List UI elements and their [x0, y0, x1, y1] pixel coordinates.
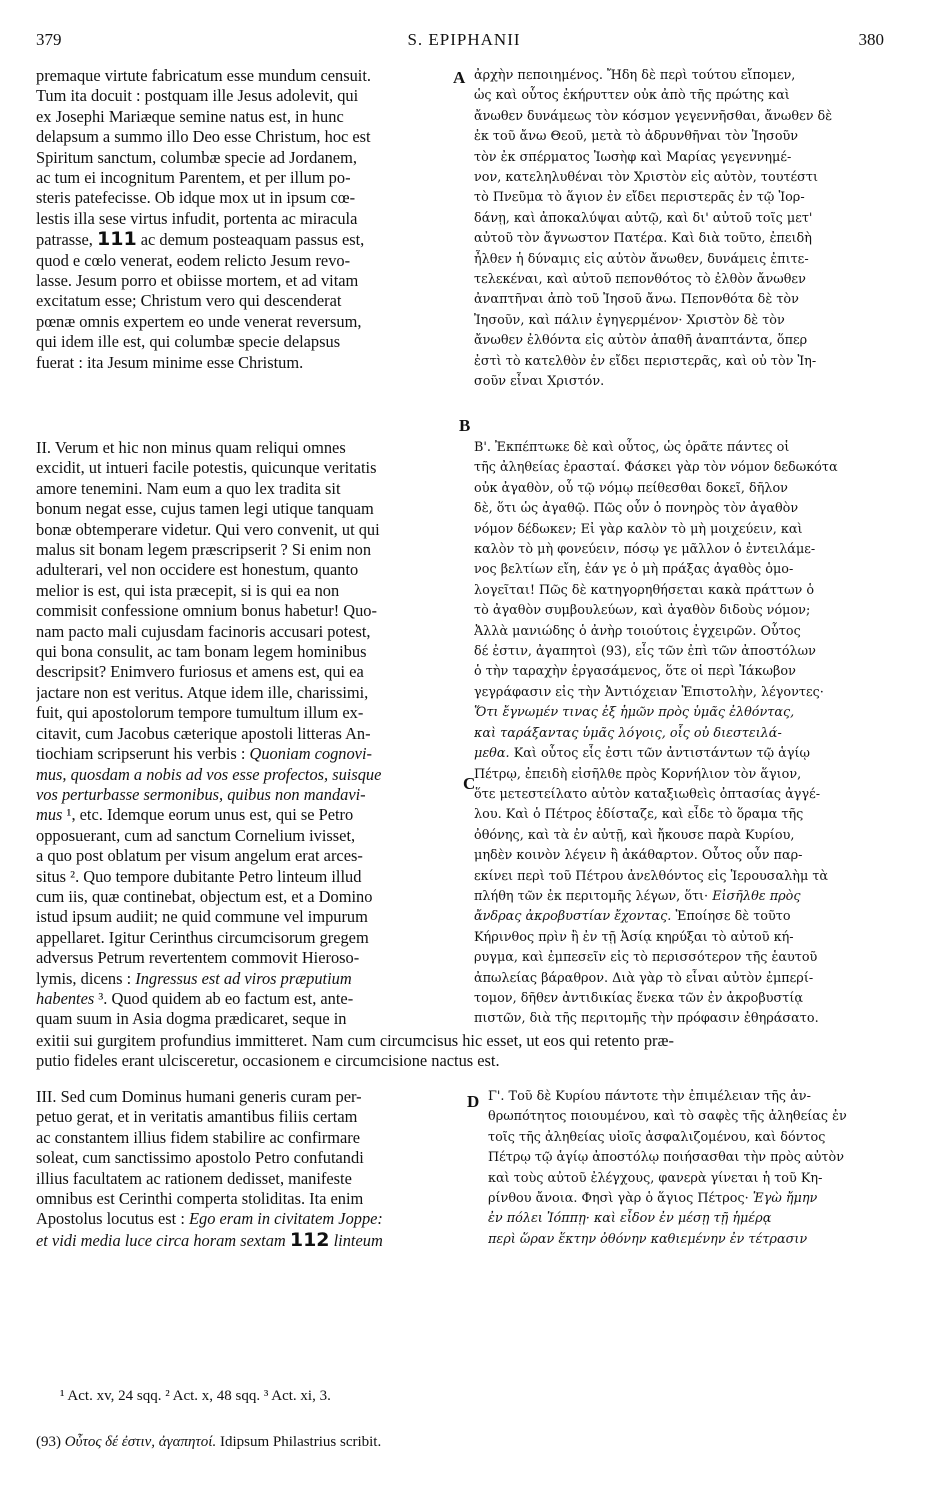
latin-line: quod e cœlo venerat, eodem relicto Jesum revo- — [36, 250, 351, 270]
greek-line: δέ ἐστιν, ἀγαπητοὶ (93), εἷς τῶν ἐπὶ τῶν ἀποστόλων — [474, 644, 816, 660]
column-number-111: 111 — [97, 229, 137, 251]
latin-line — [36, 229, 460, 250]
latin-line: lasse. Jesum porro et obiisse mortem, et ad vitam — [36, 271, 359, 291]
latin-line: pœnæ omnis expertem eo unde venerat reversum, — [36, 311, 362, 331]
greek-line: Β'. Ἐκπέπτωκε δὲ καὶ οὗτος, ὡς ὁρᾶτε πάντες οἱ — [474, 440, 790, 455]
greek-line: Πέτρῳ τῷ ἁγίῳ ἀποστόλῳ ποιήσασθαι τὴν πρὸς αὐτὸν — [488, 1150, 844, 1166]
latin-line: Tum ita docuit : postquam ille Jesus adolevit, qui — [36, 86, 359, 106]
greek-line: γεγράφασιν εἰς τὴν Ἀντιόχειαν Ἐπιστολὴν, λέγοντες· — [474, 684, 824, 700]
latin-line: situs ². Quo tempore dubitante Petro linteum illud — [36, 866, 362, 886]
greek-line: ὀθόνης, καὶ τὰ ἐν αὐτῇ, καὶ ἤκουσε παρὰ Κυρίου, — [474, 827, 795, 843]
latin-line: ac constantem illius fidem stabilire ac confirmare — [36, 1127, 361, 1147]
latin-line: steris patefecisse. Ob idque mox ut in ipsum cœ- — [36, 188, 356, 208]
greek-line: Ἰησοῦν, καὶ πάλιν ἐγηγερμένον· Χριστὸν δὲ τὸν — [474, 312, 785, 328]
latin-line: commisit confessione omnium bonus habetur! Quo- — [36, 601, 377, 621]
greek-line: τὸ ἀγαθὸν συμβουλεύων, καὶ ἀγαθὸν διδοὺς νόμον; — [474, 603, 811, 619]
latin-line: Spiritum sanctum, columbæ specie ad Jordanem, — [36, 147, 357, 167]
full-width-text — [36, 1031, 896, 1072]
latin-line: illius facultatem ac rationem dedisset, manifeste — [36, 1168, 352, 1188]
latin-line — [36, 1230, 460, 1251]
greek-line: ἄνωθεν δυνάμεως τὸν κόσμον γεγεννῆσθαι, ἄνωθεν δὲ — [474, 108, 833, 124]
latin-line: III. Sed cum Dominus humani generis curam per- — [36, 1087, 362, 1106]
latin-line: nam pacto mali cujusdam facinoris accusari potest, — [36, 621, 371, 641]
latin-line: a quo post oblatum per visum angelum erat arces- — [36, 846, 363, 866]
latin-quote: Quoniam cognovi- — [249, 744, 372, 764]
latin-line: ex Josephi Mariæque semine natus est, in hunc — [36, 106, 344, 126]
greek-line: λογεῖται! Πῶς δὲ κατηγορηθήσεται κακὰ πράττων ὁ — [474, 582, 815, 598]
greek-column-section-3 — [488, 1087, 894, 1250]
latin-quote: mus — [36, 805, 63, 825]
page-number-left: 379 — [36, 30, 62, 49]
greek-text: Καὶ οὗτος εἷς ἐστι τῶν ἀντιστάντων τῷ ἁγίῳ — [513, 746, 810, 762]
greek-line — [474, 703, 894, 723]
latin-line — [36, 744, 460, 764]
latin-line: premaque virtute fabricatum esse mundum censuit. — [36, 66, 371, 85]
greek-line: Γ'. Τοῦ δὲ Κυρίου πάντοτε τὴν ἐπιμέλειαν τῆς ἀν- — [488, 1089, 811, 1104]
greek-line — [474, 724, 894, 744]
latin-line — [36, 805, 460, 825]
latin-line — [36, 969, 460, 989]
greek-line: πιστῶν, διὰ τῆς περιτομῆς τὴν πρόφασιν ἐθηράσατο. — [474, 1011, 819, 1027]
greek-line — [474, 744, 894, 764]
latin-line: descripsit? Enimvero furiosus et amens est, qui ea — [36, 662, 364, 682]
latin-text: ac demum posteaquam passus est, — [140, 230, 365, 250]
greek-quote: ἐν πόλει Ἰόππῃ· καὶ εἶδον ἐν μέσῃ τῇ ἡμέρᾳ — [488, 1211, 772, 1227]
greek-line: ἐκ τοῦ ἄνω Θεοῦ, μετὰ τὸ ἁδρυνθῆναι τὸν Ἰησοῦν — [474, 129, 799, 145]
greek-line: νος βελτίων εἴη, ἐάν γε ὁ μὴ πράξας ἀγαθὸς ὁμο- — [474, 562, 794, 578]
latin-column-section-2 — [36, 438, 460, 1030]
greek-line: Πέτρῳ, ἐπειδὴ εἰσῆλθε πρὸς Κορνήλιον τὸν ἅγιον, — [474, 766, 802, 782]
greek-line: θρωπότητος ποιουμένου, καὶ τὸ σαφὲς τῆς ἀληθείας ἐν — [488, 1109, 847, 1125]
greek-line: ἄνωθεν ἐλθόντα εἰς αὐτὸν ἀπαθῆ ἀναπτάντα, ὅπερ — [474, 333, 808, 349]
greek-line: τομον, δῆθεν ἀντιδικίας ἕνεκα τῶν ἐν ἀκροβυστίᾳ — [474, 990, 803, 1006]
note-number: (93) — [36, 1434, 61, 1450]
latin-quote: Ego eram in civitatem Joppe: — [189, 1209, 383, 1229]
latin-line: delapsum a summo illo Deo esse Christum, hoc est — [36, 127, 371, 147]
latin-line: lestis illa sese virtus infudit, portenta ac miracula — [36, 208, 358, 228]
latin-text: tiochiam scripserunt his verbis : — [36, 744, 246, 764]
latin-line: malus sit bonam legem præscripserit ? Si enim non — [36, 540, 372, 560]
latin-text: ¹, etc. Idemque eorum unus est, qui se Petro — [66, 805, 354, 825]
latin-line: ac tum ei incognitum Parentem, et per illum po- — [36, 168, 351, 188]
greek-text: πλήθη τῶν ἐκ περιτομῆς λέγων, ὅτι· — [474, 888, 709, 904]
greek-line: καὶ τοὺς αὐτοῦ ἐλέγχους, φανερὰ γίνεται ἡ τοῦ Κη- — [488, 1170, 823, 1186]
latin-line: omnibus est Cerinthi comperta stoliditas. Ita enim — [36, 1189, 364, 1209]
greek-quote: Εἰσῆλθε πρὸς — [712, 888, 801, 904]
greek-text: Ἐποίησε δὲ τοῦτο — [675, 909, 791, 925]
greek-line — [488, 1189, 894, 1209]
full-line: exitii sui gurgitem profundius immitteret. Nam cum circumcisus hic esset, ut eos qui retento præ- — [36, 1031, 674, 1050]
latin-line: qui idem ille est, qui columbæ specie delapsus — [36, 332, 341, 352]
editorial-note-93 — [36, 1434, 381, 1451]
greek-quote: περὶ ὥραν ἕκτην ὀθόνην καθιεμένην ἐν τέτρασιν — [488, 1231, 808, 1247]
marker-b: B — [459, 416, 471, 435]
greek-line: τῆς ἀληθείας ἐρασταί. Φάσκει γὰρ τὸν νόμον δεδωκότα — [474, 460, 838, 476]
greek-line: αὐτοῦ τὸν ἄγνωστον Πατέρα. Καὶ διὰ τοῦτο, ἐπειδὴ — [474, 231, 812, 247]
latin-line: qui bona consulit, ac tam bonam legem hominibus — [36, 642, 367, 662]
latin-text: patrasse, — [36, 230, 93, 250]
greek-line: καλὸν τὸ μὴ φονεύειν, πόσῳ γε μᾶλλον ὁ ἐντειλάμε- — [474, 542, 816, 558]
greek-line — [474, 907, 894, 927]
latin-column-top — [36, 66, 460, 373]
greek-line: ὅτε μετεστείλατο αὐτὸν καταξιωθεὶς ὀπτασίας ἀγγέ- — [474, 786, 821, 802]
latin-quote: linteum — [333, 1230, 383, 1250]
greek-line: δὲ, ὅτι ὡς ἀγαθῷ. Πῶς οὖν ὁ πονηρὸς τὸν ἀγαθὸν — [474, 501, 799, 517]
greek-quote: καὶ ταράξαντας ὑμᾶς λόγοις, οἷς οὐ διεστειλά- — [474, 725, 782, 741]
latin-quote: Ingressus est ad viros præputium — [135, 968, 352, 988]
greek-line: λου. Καὶ ὁ Πέτρος ἐδίσταζε, καὶ εἶδε τὸ ὅραμα τῆς — [474, 807, 804, 823]
latin-line: fuit, qui apostolorum tempore tumultum illum ex- — [36, 703, 364, 723]
marker-d: D — [467, 1092, 480, 1111]
marker-a: A — [453, 68, 466, 87]
latin-line: excidit, ut intueri facile potestis, quicunque veritatis — [36, 458, 377, 478]
latin-line: soleat, cum sanctissimo apostolo Petro confutandi — [36, 1148, 364, 1168]
greek-line: τὸν ἐκ σπέρματος Ἰωσὴφ καὶ Μαρίας γεγεννημέ- — [474, 149, 792, 165]
greek-line — [474, 887, 894, 907]
latin-line: citavit, cum Jacobus cæterique apostoli litteras An- — [36, 723, 371, 743]
greek-line: ὁ τὴν ταραχὴν ἐργασάμενος, ὅτε οἱ περὶ Ἰάκωβον — [474, 664, 796, 680]
greek-line: ἦλθεν ἡ δύναμις εἰς αὐτὸν ἄνωθεν, δυνάμεις ἐπιτε- — [474, 251, 809, 267]
latin-line: bonæ obtemperare videtur. Qui vero convenit, ut qui — [36, 519, 380, 539]
greek-line: ἀπωλείας βάραθρον. Διὰ γὰρ τὸ εἶναι αὐτὸν ἐμπερί- — [474, 970, 814, 986]
latin-text: lymis, dicens : — [36, 968, 132, 988]
latin-line: excitatum esse; Christum vero qui descenderat — [36, 291, 342, 311]
latin-line: petuo gerat, et in veritatis amantibus filiis certam — [36, 1107, 358, 1127]
full-line: putio fideles erant ulcisceretur, occasionem e circumcisione nactus est. — [36, 1051, 500, 1071]
greek-line: τοῖς τῆς ἀληθείας υἱοῖς ἀσφαλιζομένου, καὶ δόντος — [488, 1129, 826, 1145]
note-latin: Idipsum Philastrius scribit. — [219, 1434, 382, 1450]
greek-line: ὡς καὶ οὗτος ἐκήρυττεν οὐκ ἀπὸ τῆς πρώτης καὶ — [474, 88, 790, 104]
greek-line: ἀρχὴν πεποιημένος. Ἤδη δὲ περὶ τούτου εἴπομεν, — [474, 68, 796, 83]
latin-quote: vos perturbasse sermonibus, quibus non mandavi- — [36, 784, 366, 804]
greek-line: οὐκ ἀγαθὸν, οὗ τῷ νόμῳ πείθεσθαι δοκεῖ, δῆλον — [474, 480, 788, 496]
latin-line: quam suum in Asia dogma prædicaret, seque in — [36, 1009, 347, 1029]
marker-c: C — [463, 774, 476, 793]
latin-line: amore tenemini. Nam eum a quo lex tradita sit — [36, 478, 341, 498]
page-number-right: 380 — [858, 30, 884, 49]
greek-quote: μεθα. — [474, 746, 510, 762]
column-number-112: 112 — [289, 1229, 330, 1251]
latin-line: melior is est, qui ista præcepit, si is qui ea non — [36, 580, 340, 600]
greek-line: ρυγμα, καὶ ἐμπεσεῖν εἰς τὸ περισσότερον τῆς ἑαυτοῦ — [474, 950, 818, 966]
latin-line: opposuerant, cum ad sanctum Cornelium ivisset, — [36, 825, 356, 845]
greek-line: νόμον δέδωκεν; Εἰ γὰρ καλὸν τὸ μὴ μοιχεύειν, καὶ — [474, 521, 803, 537]
latin-line — [36, 785, 460, 805]
latin-line: jactare non est veritus. Atque idem ille, charissimi, — [36, 682, 369, 702]
latin-line — [36, 1209, 460, 1229]
page-header — [0, 30, 928, 54]
greek-quote: Ὅτι ἔγνωμέν τινας ἐξ ἡμῶν πρὸς ὑμᾶς ἐλθόντας, — [474, 705, 795, 721]
greek-line: τελεκέναι, καὶ αὐτοῦ πεπονθότος τὸ ἐλθὸν ἄνωθεν — [474, 272, 806, 288]
latin-line: cum iis, quæ continebat, objectum est, et a Domino — [36, 886, 373, 906]
greek-quote: ἄνδρας ἀκροβυστίαν ἔχοντας. — [474, 909, 672, 925]
greek-text: ρίνθου ἄνοια. Φησὶ γὰρ ὁ ἅγιος Πέτρος· — [488, 1191, 749, 1207]
latin-line: II. Verum et hic non minus quam reliqui omnes — [36, 438, 346, 457]
greek-line: τὸ Πνεῦμα τὸ ἅγιον ἐν εἴδει περιστερᾶς ἐν τῷ Ἰορ- — [474, 190, 805, 206]
scripture-references: ¹ Act. xv, 24 sqq. ² Act. x, 48 sqq. ³ Act. xi, 3. — [60, 1388, 331, 1404]
greek-column-section-2 — [474, 438, 894, 1030]
greek-line: σοῦν εἶναι Χριστόν. — [474, 374, 605, 390]
latin-line: istud ipsum audiit; ne quid commune vel impurum — [36, 907, 368, 927]
greek-line: νον, κατεληλυθέναι τὸν Χριστὸν εἰς αὐτὸν, τουτέστι — [474, 170, 819, 186]
latin-quote: mus, quosdam a nobis ad vos esse profectos, suisque — [36, 764, 382, 784]
page-title: S. EPIPHANII — [407, 30, 521, 49]
greek-line: Κήρινθος πρὶν ἢ ἐν τῇ Ἀσίᾳ κηρύξαι τὸ αὐτοῦ κή- — [474, 929, 794, 945]
latin-quote: habentes — [36, 988, 95, 1008]
latin-column-section-3 — [36, 1087, 460, 1251]
latin-line: bonum negat esse, cujus tamen legi utique tanquam — [36, 499, 374, 519]
greek-line — [488, 1209, 894, 1229]
latin-line — [36, 989, 460, 1009]
latin-line — [36, 765, 460, 785]
greek-line: δάνῃ, καὶ ἀποκαλύψαι αὐτῷ, καὶ δι' αὐτοῦ τοῖς μετ' — [474, 210, 813, 226]
latin-line: fuerat : ita Jesum minime esse Christum. — [36, 352, 304, 372]
greek-line: Ἀλλὰ μανιώδης ὁ ἀνὴρ τοιούτοις ἐγχειρῶν. Οὗτος — [474, 623, 801, 639]
latin-line: appellaret. Igitur Cerinthus circumcisorum gregem — [36, 927, 369, 947]
greek-line — [488, 1230, 894, 1250]
greek-quote: Ἐγὼ ἤμην — [752, 1191, 818, 1207]
latin-line: adversus Petrum revertentem commovit Hieroso- — [36, 948, 360, 968]
greek-column-top — [474, 66, 894, 393]
greek-line: ἐστὶ τὸ κατελθὸν ἐν εἴδει περιστερᾶς, καὶ οὐ τὸν Ἰη- — [474, 353, 817, 369]
greek-line: εκίνει περὶ τοῦ Πέτρου ἀνελθόντος εἰς Ἱερουσαλὴμ τὰ — [474, 868, 829, 884]
greek-line: μηδὲν κοινὸν λέγειν ἢ ἀκάθαρτον. Οὗτος οὖν παρ- — [474, 848, 803, 864]
latin-text: Apostolus locutus est : — [36, 1209, 185, 1229]
latin-line: adulterari, vel non occidere est honestum, quanto — [36, 560, 359, 580]
greek-line: ἀναπτῆναι ἀπὸ τοῦ Ἰησοῦ ἄνω. Πεπονθότα δὲ τὸν — [474, 292, 799, 308]
latin-quote: et vidi media luce circa horam sextam — [36, 1230, 286, 1250]
latin-text: ³. Quod quidem ab eo factum est, ante- — [98, 988, 354, 1008]
note-greek: Οὗτος δέ ἐστιν, ἀγαπητοί. — [64, 1434, 217, 1450]
